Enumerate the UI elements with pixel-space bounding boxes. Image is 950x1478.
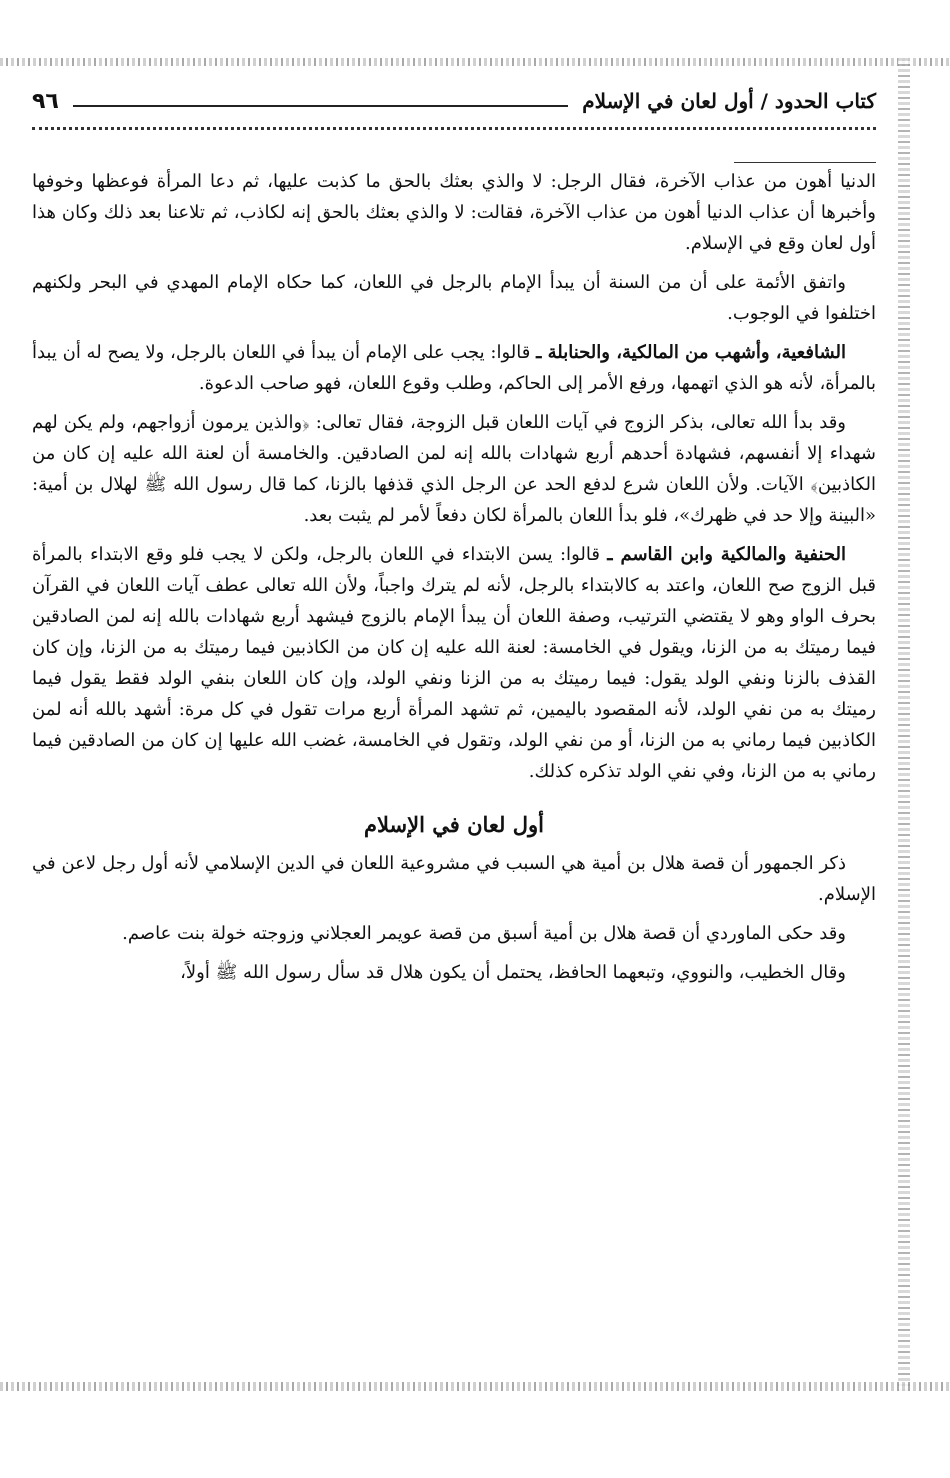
page-number: ٩٦ (32, 88, 59, 114)
running-title: كتاب الحدود / أول لعان في الإسلام (582, 89, 876, 113)
school-names-hanafi: الحنفية والمالكية وابن القاسم ـ (607, 544, 846, 565)
continuation-rule (734, 162, 876, 163)
page-header (32, 84, 876, 118)
paragraph-8: وقال الخطيب، والنووي، وتبعهما الحافظ، يحتمل أن يكون هلال قد سأل رسول الله ﷺ أولاً، (180, 962, 846, 983)
decorative-border-right (898, 58, 910, 1391)
paragraph-7: وقد حكى الماوردي أن قصة هلال بن أمية أسبق من قصة عويمر العجلاني وزوجته خولة بنت عاصم. (122, 923, 846, 944)
section-heading: أول لعان في الإسلام (364, 812, 544, 837)
paragraph-3-text: قالوا: يجب على الإمام أن يبدأ في اللعان بالرجل، ولا يصح له أن يبدأ بالمرأة، لأنه هو الذي اتهمها، ورفع الأمر إلى الحاكم، وطلب وقوع اللعان، فهو صاحب الدعوة. (31, 342, 876, 394)
decorative-border-top (0, 58, 950, 66)
paragraph-5-text: قالوا: يسن الابتداء في اللعان بالرجل، ولكن لا يجب فلو وقع الابتداء بالمرأة قبل الزوج صح اللعان، واعتد به كالابتداء بالرجل، لأنه لم يترك واجباً، ولأن الله تعالى عطف آيات اللعان في القرآن بحرف الواو وهو لا يقتضي الترتيب، وصفة اللعان أن يبدأ الإمام بالزوج فيشهد أربع شهادات بالله إنه لمن الصادقين فيما رميتك به من الزنا، ويقول في الخامسة: لعنة الله عليه إن كان من الكاذبين فيما رميتك به من الزنا، وإن كان القذف بالزنا ونفي الولد يقول: فيما رميتك به من الزنا ونفي الولد، وإن كان اللعان بنفي الولد فقط يقول فيما رميتك به من نفي الولد، لأنه المقصود باليمين، ثم تشهد المرأة أربع مرات تقول في كل مرة: أشهد بالله أنه لمن الكاذبين فيما رماني به من الزنا، أو من نفي الولد، وتقول في الخامسة، غضب الله عليها إن كان من الصادقين فيما رماني به من الزنا، وفي نفي الولد تذكره كذلك. (32, 544, 876, 782)
paragraph-6: ذكر الجمهور أن قصة هلال بن أمية هي السبب في مشروعية اللعان في الدين الإسلامي لأنه أول رجل لاعن في الإسلام. (32, 853, 876, 905)
paragraph-2: واتفق الأئمة على أن من السنة أن يبدأ الإمام بالرجل في اللعان، كما حكاه الإمام المهدي في البحر ولكنهم اختلفوا في الوجوب. (32, 272, 876, 324)
dotted-separator (32, 127, 876, 130)
paragraph-4: وقد بدأ الله تعالى، بذكر الزوج في آيات اللعان قبل الزوجة، فقال تعالى: ﴿والذين يرمون أزواجهم، ولم يكن لهم شهداء إلا أنفسهم، فشهادة أحدهم أربع شهادات بالله إنه لمن الصادقين. والخامسة أن لعنة الله عليه إن كان من الكاذبين﴾ الآيات. ولأن اللعان شرع لدفع الحد عن الرجل الذي قذفها بالزنا، كما قال رسول الله ﷺ لهلال بن أمية: «البينة وإلا حد في ظهرك»، فلو بدأ اللعان بالمرأة لكان دفعاً لأمر لم يثبت بعد. (32, 412, 876, 526)
page-body (32, 166, 876, 996)
paragraph-5 (32, 539, 876, 787)
paragraph-3 (32, 337, 876, 399)
paragraph-1: الدنيا أهون من عذاب الآخرة، فقال الرجل: لا والذي بعثك بالحق ما كذبت عليها، ثم دعا المرأة فوعظها وخوفها وأخبرها أن عذاب الدنيا أهون من عذاب الآخرة، فقالت: لا والذي بعثك بالحق إنه لكاذب، ثم تلاعنا بعد ذلك وكان هذا أول لعان وقع في الإسلام. (32, 171, 876, 254)
school-names-shafii: الشافعية، وأشهب من المالكية، والحنابلة ـ (536, 342, 846, 363)
header-rule (73, 105, 568, 107)
decorative-border-bottom (0, 1382, 950, 1391)
